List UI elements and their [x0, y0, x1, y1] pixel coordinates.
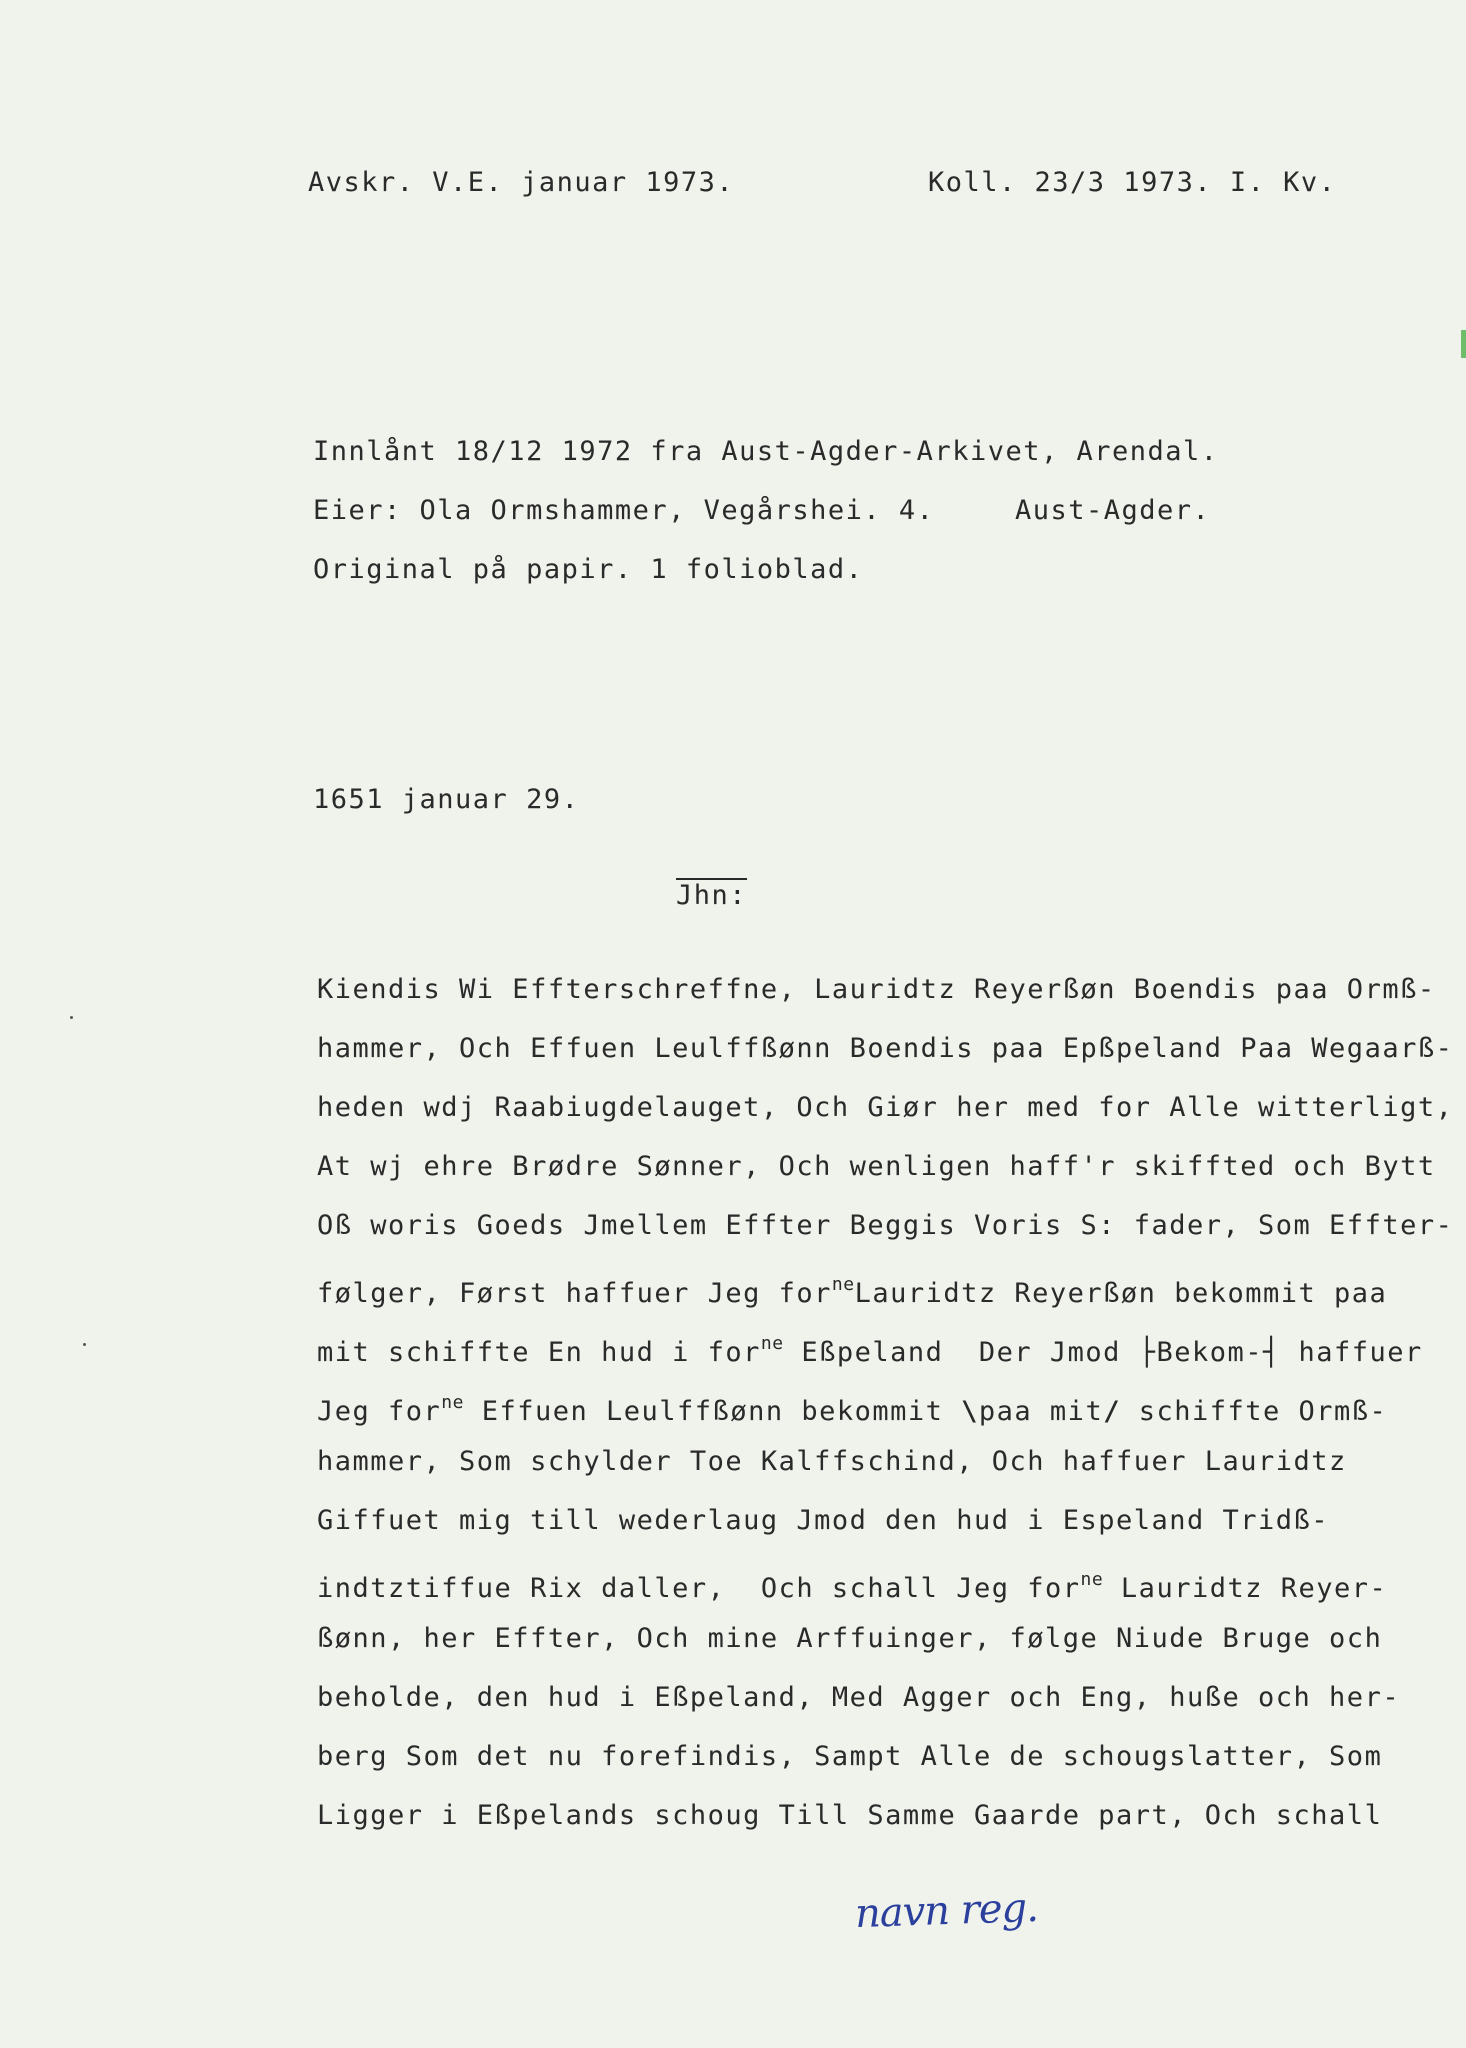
body-text: mit schiffte En hud i for [317, 1337, 761, 1368]
body-line: beholde, den hud i Eßpeland, Med Agger och Eng, hußе och her- [317, 1682, 1401, 1713]
body-text: Bekom- [1156, 1337, 1263, 1368]
body-line [317, 1327, 1423, 1370]
body-line: ßønn, her Effter, Och mine Arffuinger, følge Niude Bruge och [317, 1623, 1383, 1654]
body-text: Eßpeland Der Jmod [783, 1337, 1139, 1368]
body-line: hammer, Som schylder Toe Kalffschind, Och haffuer Lauridtz [317, 1446, 1347, 1477]
body-line: Oß woris Goeds Jmellem Effter Beggis Voris S: fader, Som Effter- [317, 1210, 1454, 1241]
paper-speck [83, 1343, 86, 1346]
original-line: Original på papir. 1 folioblad. [313, 554, 864, 585]
body-line: Giffuet mig till wederlaug Jmod den hud i Espeland Tridß- [317, 1505, 1330, 1536]
transcription-note: Avskr. V.E. januar 1973. [308, 167, 735, 198]
loan-line: Innlånt 18/12 1972 fra Aust-Agder-Arkivet, Arendal. [313, 436, 1219, 467]
body-line [317, 1563, 1387, 1606]
body-line: berg Som det nu forefindis, Sampt Alle de schougslatter, Som [317, 1741, 1383, 1772]
body-line [317, 1386, 1387, 1429]
body-text: haffuer [1280, 1337, 1423, 1368]
body-text: paa mit [978, 1396, 1104, 1427]
insertion-mark-open: ├ [1138, 1337, 1157, 1368]
collation-note: Koll. 23/3 1973. I. Kv. [928, 167, 1337, 198]
edge-tab-mark [1461, 330, 1466, 358]
body-text: Jeg for [317, 1396, 442, 1427]
body-line: heden wdj Raabiugdelauget, Och Giør her med for Alle witterligt, [317, 1092, 1454, 1123]
body-line: Kiendis Wi Effterschreffne, Lauridtz Reyerßøn Boendis paa Ormß- [317, 974, 1436, 1005]
county-label: Aust-Agder. [1015, 495, 1211, 526]
owner-line: Eier: Ola Ormshammer, Vegårshei. 4. [313, 495, 935, 526]
insertion-mark-close: ┤ [1263, 1337, 1281, 1368]
body-line [317, 1268, 1387, 1311]
paper-speck [70, 1016, 73, 1019]
superscript: ne [1080, 1569, 1104, 1590]
body-line: Ligger i Eßpelands schoug Till Samme Gaarde part, Och schall [317, 1800, 1383, 1831]
body-line: hammer, Och Effuen Leulffßønn Boendis paa Epßpeland Paa Wegaarß- [317, 1033, 1454, 1064]
body-text: indtztiffue Rix daller, Och schall Jeg for [317, 1573, 1081, 1604]
body-text: Lauridtz Reyerßøn bekommit paa [854, 1278, 1388, 1309]
body-text: Effuen Leulffßønn bekommit [463, 1396, 962, 1427]
superscript: ne [441, 1392, 464, 1413]
body-text: Lauridtz Reyer- [1103, 1573, 1388, 1604]
body-text: schiffte Ormß- [1120, 1396, 1388, 1427]
superscript: ne [760, 1333, 784, 1354]
handwritten-note: navn reg. [854, 1884, 1039, 1938]
body-line: At wj ehre Brødre Sønner, Och wenligen haff'r skiffted och Bytt [317, 1151, 1436, 1182]
insertion-mark-open: \ [961, 1396, 979, 1427]
superscript: ne [831, 1274, 855, 1295]
document-heading: Jhn: [676, 880, 748, 911]
document-date: 1651 januar 29. [313, 784, 580, 815]
body-text: følger, Først haffuer Jeg for [317, 1278, 832, 1309]
insertion-mark-close: / [1103, 1396, 1121, 1427]
